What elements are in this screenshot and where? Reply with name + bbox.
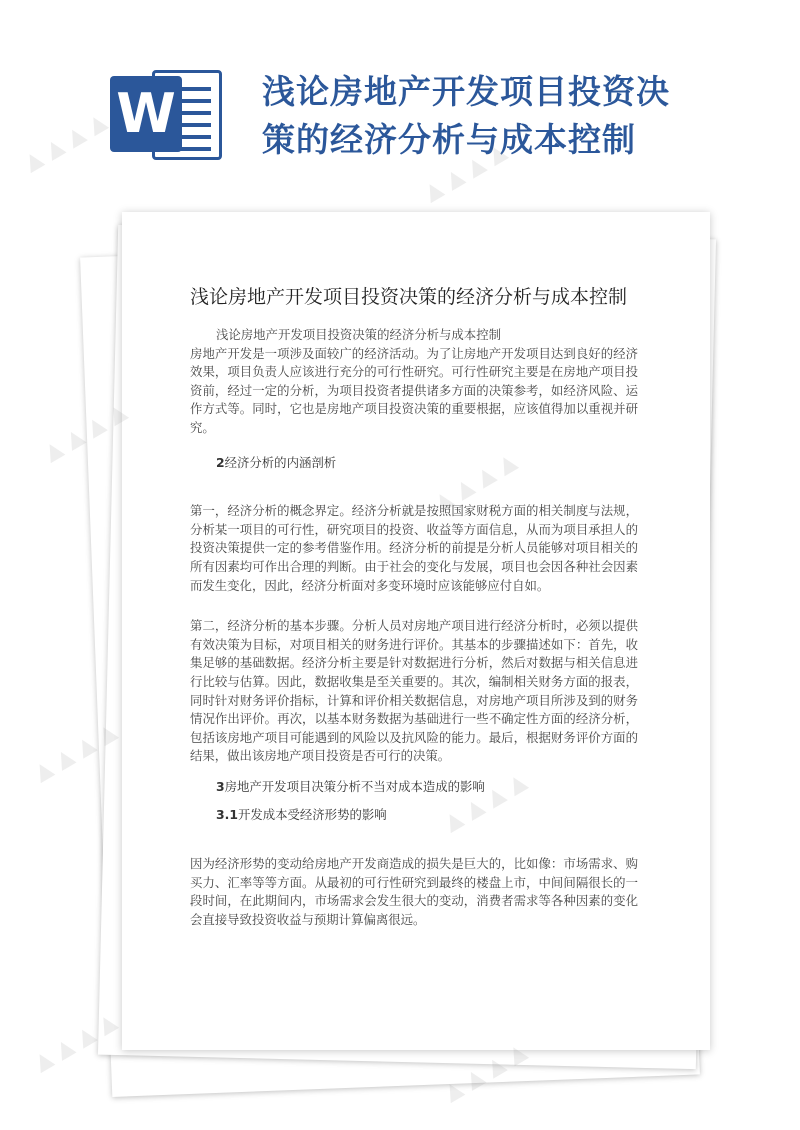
paragraph-3-1: 因为经济形势的变动给房地产开发商造成的损失是巨大的，比如像：市场需求、购买力、汇率等等方面。从最初的可行性研究到最终的楼盘上市，中间间隔很长的一段时间，在此期间内，市场需求会发生很大的变动，消费者需求等各种因素的变化会直接导致投资收益与预期计算偏离很远。 xyxy=(190,856,638,927)
page-content xyxy=(190,282,638,929)
paragraph-first: 第一，经济分析的概念界定。经济分析就是按照国家财税方面的相关制度与法规，分析某一项目的可行性，研究项目的投资、收益等方面信息，从而为项目承担人的投资决策提供一定的参考借鉴作用。经济分析的前提是分析人员能够对项目相关的所有因素均可作出合理的判断。由于社会的变化与发展，项目也会因各种社会因素而发生变化，因此，经济分析面对多变环境时应该能够应付自如。 xyxy=(190,503,638,593)
section-3-title: 房地产开发项目决策分析不当对成本造成的影响 xyxy=(224,778,485,794)
intro-title: 浅论房地产开发项目投资决策的经济分析与成本控制 xyxy=(216,327,501,342)
section-2-title: 经济分析的内涵剖析 xyxy=(224,454,337,470)
intro-paragraph: 房地产开发是一项涉及面较广的经济活动。为了让房地产开发项目达到良好的经济效果，项目负责人应该进行充分的可行性研究。可行性研究主要是在房地产项目投资前，经过一定的分析，为项目投资者提供诸多方面的决策参考，如经济风险、运作方式等。同时，它也是房地产项目投资决策的重要根据，应该值得加以重视并研究。 xyxy=(190,345,638,435)
section-3-1-heading xyxy=(190,806,638,825)
section-3-1-title: 开发成本受经济形势的影响 xyxy=(237,807,387,823)
section-3-1-number: 3.1 xyxy=(216,807,238,823)
watermark-pattern: ▲ ▲ ▲ ▲ ▲ ▲ ▲ ▲ ▲ ▲ ▲ ▲ ▲ ▲ ▲ ▲ ▲ ▲ ▲ ▲ xyxy=(19,109,511,1076)
word-letter-badge: W xyxy=(110,76,182,152)
section-2-heading xyxy=(190,454,638,473)
section-3-heading xyxy=(190,778,638,797)
section-2-number: 2 xyxy=(216,454,225,470)
page-heading: 浅论房地产开发项目投资决策的经济分析与成本控制 xyxy=(190,286,628,308)
word-document-icon xyxy=(110,70,222,160)
paragraph-second: 第二，经济分析的基本步骤。分析人员对房地产项目进行经济分析时，必须以提供有效决策为目标，对项目相关的财务进行评价。其基本的步骤描述如下：首先，收集足够的基础数据。经济分析主要是针对数据进行分析，然后对数据与相关信息进行比较与估算。因此，数据收集是至关重要的。其次，编制相关财务方面的报表，同时针对财务评价指标，计算和评价相关数据信息，对房地产项目所涉及到的财务情况作出评价。再次，以基本财务数据为基础进行一些不确定性方面的经济分析，包括该房地产项目可能遇到的风险以及抗风险的能力。最后，根据财务评价方面的结果，做出该房地产项目投资是否可行的决策。 xyxy=(190,618,638,764)
document-title: 浅论房地产开发项目投资决策的经济分析与成本控制 xyxy=(262,72,670,159)
section-3-number: 3 xyxy=(216,778,225,794)
